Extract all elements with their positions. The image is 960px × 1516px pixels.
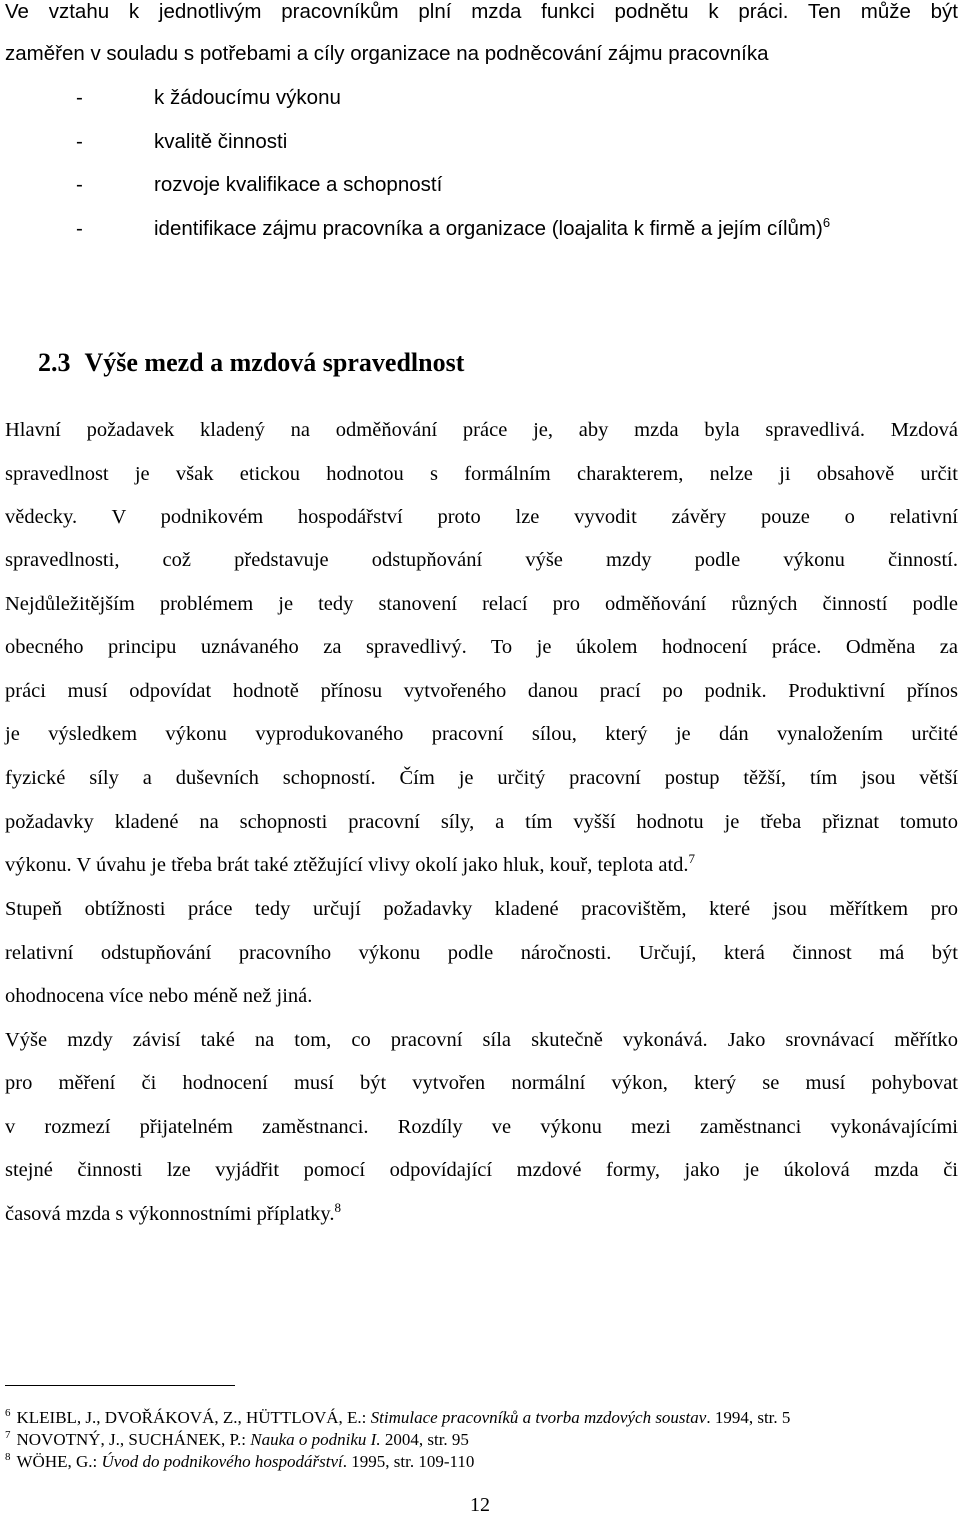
footnote-reference-6: 6	[822, 215, 831, 231]
footnote-title: Nauka o podniku I.	[250, 1430, 381, 1449]
body-line: požadavky kladené na schopnosti pracovní síly, a tím vyšší hodnotu je třeba přiznat tomuto	[5, 811, 958, 833]
page-number: 12	[470, 1494, 490, 1516]
list-item	[154, 217, 830, 241]
list-dash: -	[76, 86, 83, 109]
footnote-mark: 6	[5, 1407, 11, 1420]
body-line: spravedlnost je však etickou hodnotou s formálním charakterem, nelze ji obsahově určit	[5, 463, 958, 485]
list-item: kvalitě činnosti	[154, 130, 288, 153]
section-heading	[38, 348, 464, 378]
list-dash: -	[76, 217, 83, 240]
body-line: vědecky. V podnikovém hospodářství proto lze vyvodit závěry pouze o relativní	[5, 506, 958, 528]
footnote	[5, 1430, 469, 1450]
footnote-reference-8: 8	[334, 1200, 341, 1216]
footnote-mark: 8	[5, 1451, 11, 1464]
intro-line-2: zaměřen v souladu s potřebami a cíly organizace na podněcování zájmu pracovníka	[5, 42, 769, 65]
footnote	[5, 1452, 474, 1472]
body-line: pro měření či hodnocení musí být vytvořen normální výkon, který se musí pohybovat	[5, 1072, 958, 1094]
list-item: k žádoucímu výkonu	[154, 86, 341, 109]
body-line: ohodnocena více nebo méně než jiná.	[5, 985, 313, 1007]
footnote-reference-7: 7	[688, 851, 696, 867]
list-item-text: identifikace zájmu pracovníka a organizace (loajalita k firmě a jejím cílům)	[154, 217, 823, 240]
list-item: rozvoje kvalifikace a schopností	[154, 173, 443, 196]
list-dash: -	[76, 173, 83, 196]
body-line: fyzické síly a duševních schopností. Čím je určitý pracovní postup těžší, tím jsou větší	[5, 767, 958, 789]
section-number: 2.3	[38, 348, 71, 377]
intro-line-1: Ve vztahu k jednotlivým pracovníkům plní mzda funkci podnětu k práci. Ten může být	[5, 0, 958, 23]
footnote-rest: 2004, str. 95	[380, 1430, 469, 1449]
body-line: práci musí odpovídat hodnotě přínosu vytvořeného danou prací po podnik. Produktivní přínos	[5, 680, 958, 702]
body-line: relativní odstupňování pracovního výkonu podle náročnosti. Určují, která činnost má být	[5, 942, 958, 964]
body-line	[5, 1202, 958, 1226]
body-line: Stupeň obtížnosti práce tedy určují požadavky kladené pracovištěm, které jsou měřítkem pro	[5, 898, 958, 920]
footnote-authors: NOVOTNÝ, J., SUCHÁNEK, P.:	[16, 1430, 251, 1449]
footnote-title: Stimulace pracovníků a tvorba mzdových soustav	[370, 1408, 707, 1427]
body-line: Výše mzdy závisí také na tom, co pracovní síla skutečně vykonává. Jako srovnávací měřítko	[5, 1029, 958, 1051]
footnote-separator	[5, 1385, 235, 1386]
footnote	[5, 1408, 790, 1428]
footnote-rest: . 1994, str. 5	[706, 1408, 791, 1427]
body-line: v rozmezí přijatelném zaměstnanci. Rozdíly ve výkonu mezi zaměstnanci vykonávajícími	[5, 1116, 958, 1138]
footnote-authors: KLEIBL, J., DVOŘÁKOVÁ, Z., HÜTTLOVÁ, E.:	[16, 1408, 371, 1427]
body-line-text: časová mzda s výkonnostními příplatky.	[5, 1203, 335, 1225]
body-line	[5, 853, 958, 877]
list-dash: -	[76, 130, 83, 153]
footnote-title: Úvod do podnikového hospodářství	[101, 1452, 343, 1471]
body-line-text: výkonu. V úvahu je třeba brát také ztěžující vlivy okolí jako hluk, kouř, teplota atd.	[5, 854, 689, 876]
body-line: spravedlnosti, což představuje odstupňování výše mzdy podle výkonu činností.	[5, 549, 958, 571]
body-line: stejné činnosti lze vyjádřit pomocí odpovídající mzdové formy, jako je úkolová mzda či	[5, 1159, 958, 1181]
footnote-rest: . 1995, str. 109-110	[342, 1452, 475, 1471]
body-line: Nejdůležitějším problémem je tedy stanovení relací pro odměňování různých činností podle	[5, 593, 958, 615]
section-title: Výše mezd a mzdová spravedlnost	[84, 348, 465, 377]
body-line: je výsledkem výkonu vyprodukovaného pracovní sílou, který je dán vynaložením určité	[5, 723, 958, 745]
footnote-mark: 7	[5, 1429, 11, 1442]
body-line: Hlavní požadavek kladený na odměňování práce je, aby mzda byla spravedlivá. Mzdová	[5, 419, 958, 441]
body-line: obecného principu uznávaného za spravedlivý. To je úkolem hodnocení práce. Odměna za	[5, 636, 958, 658]
footnote-authors: WÖHE, G.:	[16, 1452, 102, 1471]
